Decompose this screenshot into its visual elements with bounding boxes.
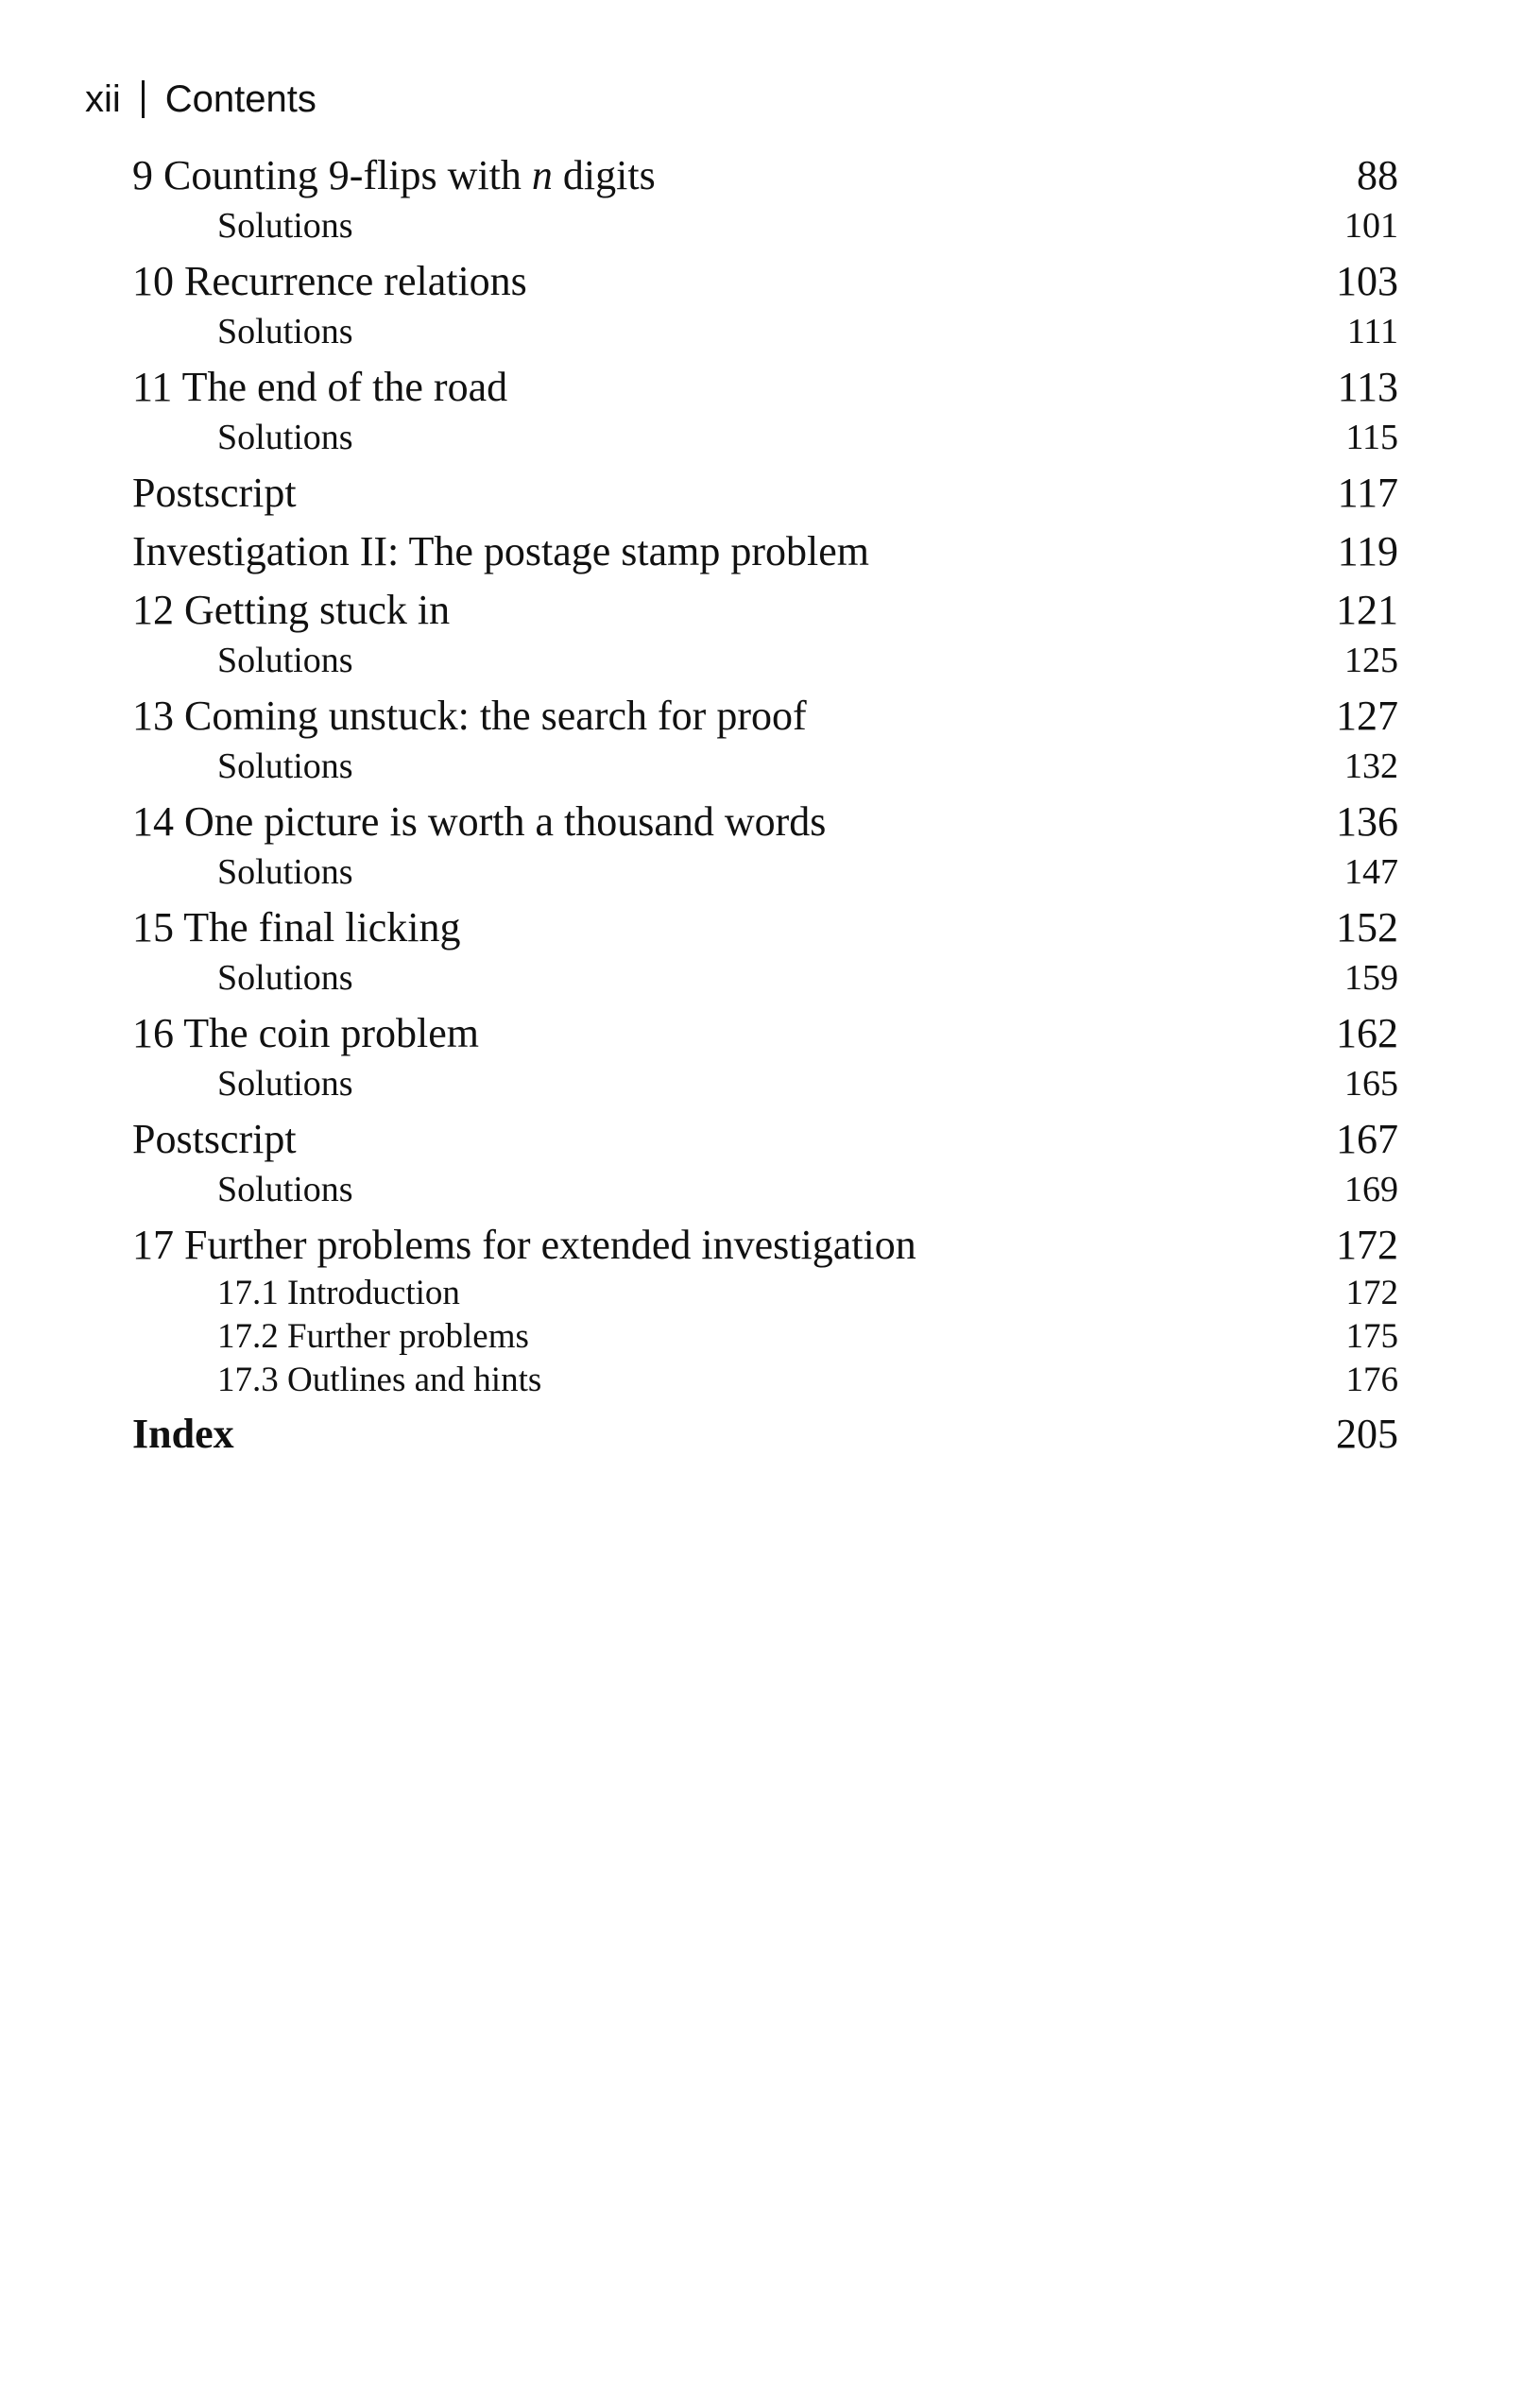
toc-entry-title: Solutions (217, 206, 353, 246)
toc-entry-title: 9 Counting 9-flips with n digits (132, 152, 656, 198)
toc-solutions-16[interactable] (132, 1060, 1398, 1107)
running-head (85, 76, 317, 123)
separator-rule (142, 80, 145, 118)
toc-solutions-13[interactable] (132, 743, 1398, 790)
toc-section-17-1[interactable] (132, 1272, 1398, 1315)
toc-chapter-13[interactable] (132, 690, 1398, 743)
toc-page-number: 169 (1344, 1170, 1398, 1209)
toc-postscript-2[interactable] (132, 1113, 1398, 1166)
toc-solutions-9[interactable] (132, 202, 1398, 249)
toc-page-number: 159 (1344, 958, 1398, 998)
toc-page-number: 101 (1344, 206, 1398, 246)
toc-page-number: 88 (1357, 152, 1398, 198)
toc-entry-title: 14 One picture is worth a thousand words (132, 798, 827, 845)
toc-page-number: 172 (1336, 1222, 1398, 1268)
toc-chapter-17[interactable] (132, 1219, 1398, 1272)
toc-page-number: 165 (1344, 1064, 1398, 1104)
toc-entry-title: Solutions (217, 746, 353, 786)
toc-page-number: 111 (1346, 312, 1398, 351)
toc-page-number: 121 (1336, 587, 1398, 633)
toc-investigation-2[interactable] (132, 525, 1398, 578)
toc-solutions-postscript-2[interactable] (132, 1166, 1398, 1213)
toc-chapter-15[interactable] (132, 901, 1398, 954)
toc-entry-title: 17.1 Introduction (217, 1274, 460, 1312)
toc-entry-title: Solutions (217, 312, 353, 351)
toc-entry-title: Investigation II: The postage stamp problem (132, 528, 870, 574)
toc-entry-title: Solutions (217, 418, 353, 457)
toc-entry-title: 16 The coin problem (132, 1010, 480, 1056)
toc-page-number: 147 (1344, 852, 1398, 892)
toc-page-number: 113 (1337, 364, 1398, 410)
toc-chapter-16[interactable] (132, 1007, 1398, 1060)
toc-entry-title: Solutions (217, 641, 353, 680)
toc-chapter-10[interactable] (132, 255, 1398, 308)
toc-page-number: 152 (1336, 904, 1398, 951)
toc-postscript-1[interactable] (132, 467, 1398, 520)
toc-entry-title: 17.2 Further problems (217, 1317, 529, 1356)
toc-section-17-2[interactable] (132, 1315, 1398, 1359)
toc-section-17-3[interactable] (132, 1359, 1398, 1402)
toc-entry-title: 10 Recurrence relations (132, 258, 527, 304)
toc-chapter-11[interactable] (132, 361, 1398, 414)
toc-page-number: 167 (1336, 1116, 1398, 1162)
toc-chapter-14[interactable] (132, 796, 1398, 848)
toc-chapter-12[interactable] (132, 584, 1398, 637)
toc-entry-title: 11 The end of the road (132, 364, 508, 410)
toc-page-number: 119 (1337, 528, 1398, 574)
toc-page-number: 125 (1344, 641, 1398, 680)
table-of-contents (132, 149, 1398, 1461)
toc-solutions-15[interactable] (132, 954, 1398, 1002)
toc-page-number: 172 (1345, 1274, 1398, 1312)
toc-solutions-12[interactable] (132, 637, 1398, 684)
toc-solutions-14[interactable] (132, 848, 1398, 896)
toc-entry-title: 12 Getting stuck in (132, 587, 451, 633)
toc-index[interactable] (132, 1408, 1398, 1461)
toc-page-number: 176 (1345, 1361, 1398, 1399)
toc-page-number: 162 (1336, 1010, 1398, 1056)
toc-page-number: 103 (1336, 258, 1398, 304)
toc-solutions-11[interactable] (132, 414, 1398, 461)
toc-page-number: 117 (1337, 470, 1398, 516)
toc-entry-title: 17 Further problems for extended investigation (132, 1222, 916, 1268)
toc-solutions-10[interactable] (132, 308, 1398, 355)
toc-page-number: 127 (1336, 693, 1398, 739)
toc-page-number: 136 (1336, 798, 1398, 845)
toc-page-number: 115 (1345, 418, 1398, 457)
page-number: xii (85, 78, 121, 120)
toc-chapter-9[interactable] (132, 149, 1398, 202)
toc-entry-title: Postscript (132, 470, 297, 516)
toc-entry-title: 17.3 Outlines and hints (217, 1361, 542, 1399)
running-head-title: Contents (164, 78, 317, 120)
toc-entry-title: Solutions (217, 958, 353, 998)
toc-entry-title: Postscript (132, 1116, 297, 1162)
toc-entry-title: Solutions (217, 852, 353, 892)
toc-page-number: 175 (1345, 1317, 1398, 1356)
toc-entry-title: Index (132, 1411, 234, 1457)
toc-entry-title: 15 The final licking (132, 904, 461, 951)
toc-entry-title: Solutions (217, 1170, 353, 1209)
toc-page-number: 205 (1336, 1411, 1398, 1457)
toc-page-number: 132 (1344, 746, 1398, 786)
toc-entry-title: Solutions (217, 1064, 353, 1104)
toc-entry-title: 13 Coming unstuck: the search for proof (132, 693, 807, 739)
